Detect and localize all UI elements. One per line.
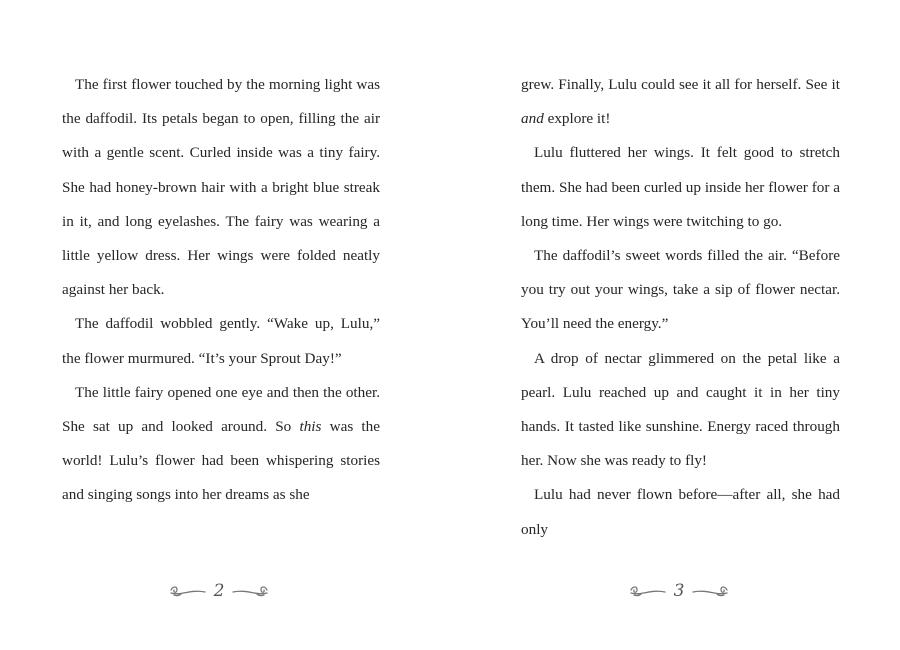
emphasis-text: and — [521, 110, 544, 128]
text-run: The daffodil’s sweet words filled the air. “Before you try out your wings, take a sip of flower nectar. You’ll need the energy.” — [521, 247, 840, 333]
flourish-right-icon — [231, 584, 269, 598]
page-number-right: 3 — [673, 581, 685, 601]
paragraph — [521, 239, 840, 342]
paragraph — [521, 478, 840, 546]
text-run: was the world! Lulu’s flower had been whispering stories and singing songs into her dreams as she — [62, 418, 380, 504]
text-run: A drop of nectar glimmered on the petal like a pearl. Lulu reached up and caught it in her tiny hands. It tasted like sunshine. Energy raced through her. Now she was ready to fly! — [521, 349, 840, 470]
paragraph — [521, 136, 840, 239]
text-run: The first flower touched by the morning light was the daffodil. Its petals began to open, filling the air with a gentle scent. Curled inside was a tiny fairy. She had honey-brown hair with a bright blue streak in it, and long eyelashes. The fairy was wearing a little yellow dress. Her wings were folded neatly against her back. — [62, 76, 380, 299]
text-run: grew. Finally, Lulu could see it all for herself. See it — [521, 76, 840, 93]
text-run: Lulu had never flown before—after all, she had only — [521, 486, 840, 538]
flourish-left-icon — [629, 584, 667, 598]
flourish-right-icon — [691, 584, 729, 598]
text-run: explore it! — [543, 110, 611, 128]
paragraph — [62, 307, 380, 375]
right-page — [450, 0, 900, 650]
emphasis-text: this — [299, 418, 322, 436]
page-number-left: 2 — [213, 581, 225, 601]
paragraph — [62, 68, 380, 307]
left-page-folio — [159, 574, 279, 608]
text-run: The little fairy opened one eye and then the other. She sat up and looked around. So — [62, 383, 380, 436]
text-run: The daffodil wobbled gently. “Wake up, Lulu,” the flower murmured. “It’s your Sprout Day!” — [62, 315, 380, 367]
right-page-folio — [619, 574, 739, 608]
paragraph — [521, 342, 840, 479]
text-run: Lulu fluttered her wings. It felt good to stretch them. She had been curled up inside her flower for a long time. Her wings were twitching to go. — [521, 144, 840, 230]
paragraph-continued — [521, 68, 840, 136]
left-page-text — [62, 68, 380, 513]
right-page-text — [521, 68, 840, 547]
paragraph — [62, 376, 380, 513]
flourish-left-icon — [169, 584, 207, 598]
